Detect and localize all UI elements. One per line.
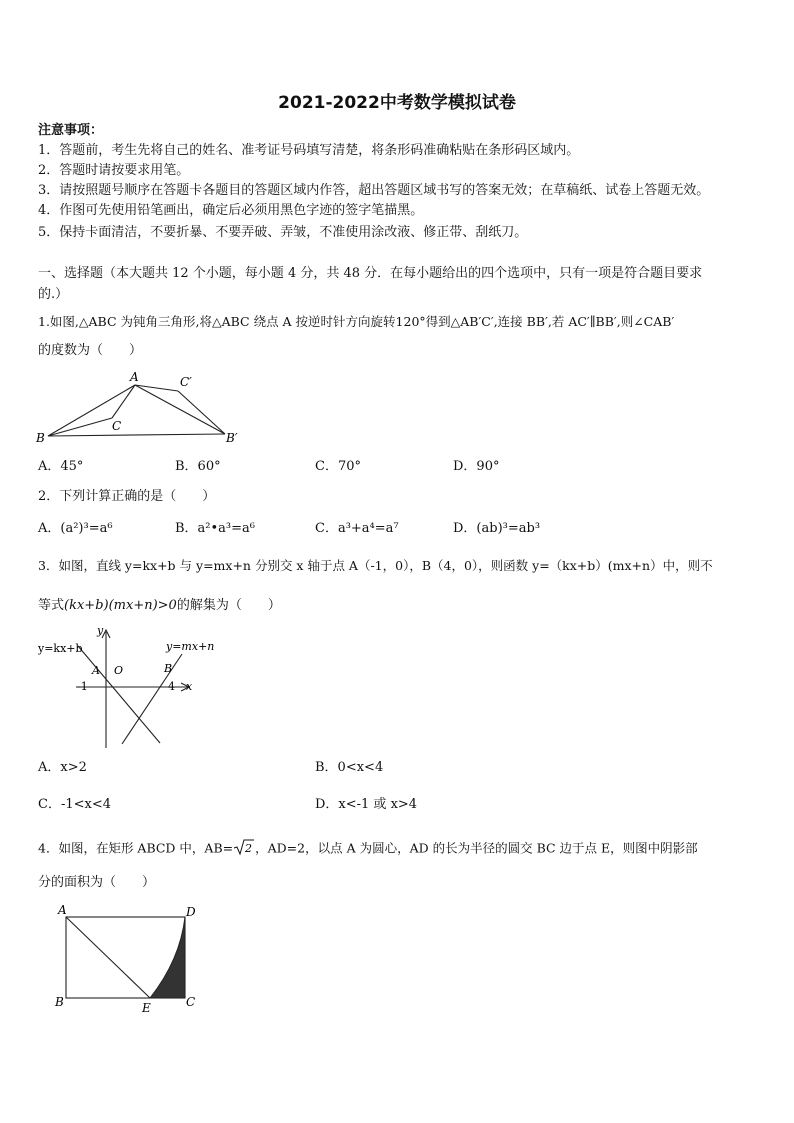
notice-heading: 注意事项： bbox=[38, 123, 104, 138]
q3-label-neg1: -1 bbox=[77, 680, 88, 693]
q4-label-c: C bbox=[186, 995, 196, 1009]
page-title: 2021-2022中考数学模拟试卷 bbox=[278, 93, 516, 113]
q3-stem-line1: 3．如图，直线 y=kx+b 与 y=mx+n 分别交 x 轴于点 A（-1，0），B（4，0），则函数 y=（kx+b）(mx+n）中，则不 bbox=[38, 558, 713, 573]
q4-label-e: E bbox=[142, 1001, 151, 1015]
q3-label-line2: y=mx+n bbox=[166, 640, 215, 653]
q3-label-x: x bbox=[186, 680, 193, 693]
q3-stem-line2 bbox=[38, 598, 281, 614]
q1-label-b: B bbox=[36, 431, 45, 445]
notice-item-4: 4．作图可先使用铅笔画出，确定后必须用黑色字迹的签字笔描黑。 bbox=[38, 203, 424, 218]
q4-segment-ae bbox=[66, 917, 150, 998]
q3-option-c[interactable]: C．-1<x<4 bbox=[38, 797, 111, 812]
q1-label-c: C bbox=[112, 419, 122, 433]
q4-stem-line2: 分的面积为（ ） bbox=[38, 875, 156, 890]
q3-label-o: O bbox=[114, 664, 124, 677]
notice-item-1: 1．答题前，考生先将自己的姓名、准考证号码填写清楚，将条形码准确粘贴在条形码区域内。 bbox=[38, 143, 580, 158]
q1-option-d[interactable]: D．90° bbox=[453, 459, 500, 474]
q4-sqrt-radicand: 2 bbox=[245, 842, 253, 855]
q3-label-four: 4 bbox=[168, 680, 175, 693]
q3-line-kx-b bbox=[78, 646, 160, 743]
q3-inequality: (kx+b)(mx+n)>0 bbox=[64, 598, 177, 613]
q3-label-a: A bbox=[92, 664, 100, 677]
q2-option-b[interactable]: B．a²•a³=a⁶ bbox=[175, 521, 255, 536]
q2-stem: 2．下列计算正确的是（ ） bbox=[38, 489, 216, 504]
q4-label-a: A bbox=[58, 903, 67, 917]
q1-option-c[interactable]: C．70° bbox=[315, 459, 361, 474]
q4-shaded-region bbox=[150, 917, 185, 998]
q3-option-d[interactable]: D．x<-1 或 x>4 bbox=[315, 797, 418, 812]
q3-line-mx-n bbox=[122, 654, 182, 744]
q3-option-b[interactable]: B．0<x<4 bbox=[315, 760, 384, 775]
notice-item-5: 5．保持卡面清洁，不要折暴、不要弄破、弄皱，不准使用涂改液、修正带、刮纸刀。 bbox=[38, 225, 528, 240]
q4-stem-part1: 4．如图，在矩形 ABCD 中，AB= bbox=[38, 840, 234, 856]
q4-rectangle-figure bbox=[52, 900, 208, 1018]
q4-label-d: D bbox=[186, 905, 196, 919]
section-heading-line1: 一、选择题（本大题共 12 个小题，每小题 4 分，共 48 分．在每小题给出的四个选项中，只有一项是符合题目要求 bbox=[38, 266, 703, 281]
q2-option-c[interactable]: C．a³+a⁴=a⁷ bbox=[315, 521, 399, 536]
q3-stem-prefix: 等式 bbox=[38, 598, 65, 613]
q2-option-a[interactable]: A．(a²)³=a⁶ bbox=[38, 521, 113, 536]
q3-stem-suffix: 的解集为（ ） bbox=[176, 598, 281, 613]
sqrt-icon bbox=[233, 838, 255, 860]
q3-option-a[interactable]: A．x>2 bbox=[38, 760, 87, 775]
q1-segment-ba bbox=[48, 385, 135, 436]
q3-label-y: y bbox=[97, 624, 104, 637]
q1-option-a[interactable]: A．45° bbox=[38, 459, 84, 474]
q4-stem-part2: ，AD=2，以点 A 为圆心，AD 的长为半径的圆交 BC 边于点 E，则图中阴影部 bbox=[255, 840, 698, 856]
notice-item-2: 2．答题时请按要求用笔。 bbox=[38, 163, 190, 178]
q3-label-line1: y=kx+b bbox=[38, 642, 83, 655]
section-heading-line2: 的.） bbox=[38, 287, 69, 302]
q4-label-b: B bbox=[55, 995, 64, 1009]
q1-stem-line2: 的度数为（ ） bbox=[38, 343, 143, 358]
q1-option-b[interactable]: B．60° bbox=[175, 459, 221, 474]
q1-label-a: A bbox=[130, 370, 139, 384]
q1-segment-ca bbox=[112, 385, 135, 418]
q1-segment-bc bbox=[48, 418, 112, 436]
q3-line-graph-figure bbox=[34, 622, 234, 750]
q4-stem-line1 bbox=[38, 838, 698, 860]
q1-stem-line1: 1.如图,△ABC 为钝角三角形,将△ABC 绕点 A 按逆时针方向旋转120°得到△AB′C′,连接 BB′,若 AC′∥BB′,则∠CAB′ bbox=[38, 314, 675, 329]
q1-segment-bb-prime bbox=[48, 434, 225, 436]
q1-triangle-figure bbox=[30, 366, 250, 446]
q1-label-c-prime: C′ bbox=[180, 375, 192, 389]
q3-label-b: B bbox=[164, 662, 173, 675]
q1-label-b-prime: B′ bbox=[226, 431, 238, 445]
notice-item-3: 3．请按照题号顺序在答题卡各题目的答题区域内作答，超出答题区域书写的答案无效；在草稿纸、试卷上答题无效。 bbox=[38, 183, 710, 198]
q2-option-d[interactable]: D．(ab)³=ab³ bbox=[453, 521, 541, 536]
